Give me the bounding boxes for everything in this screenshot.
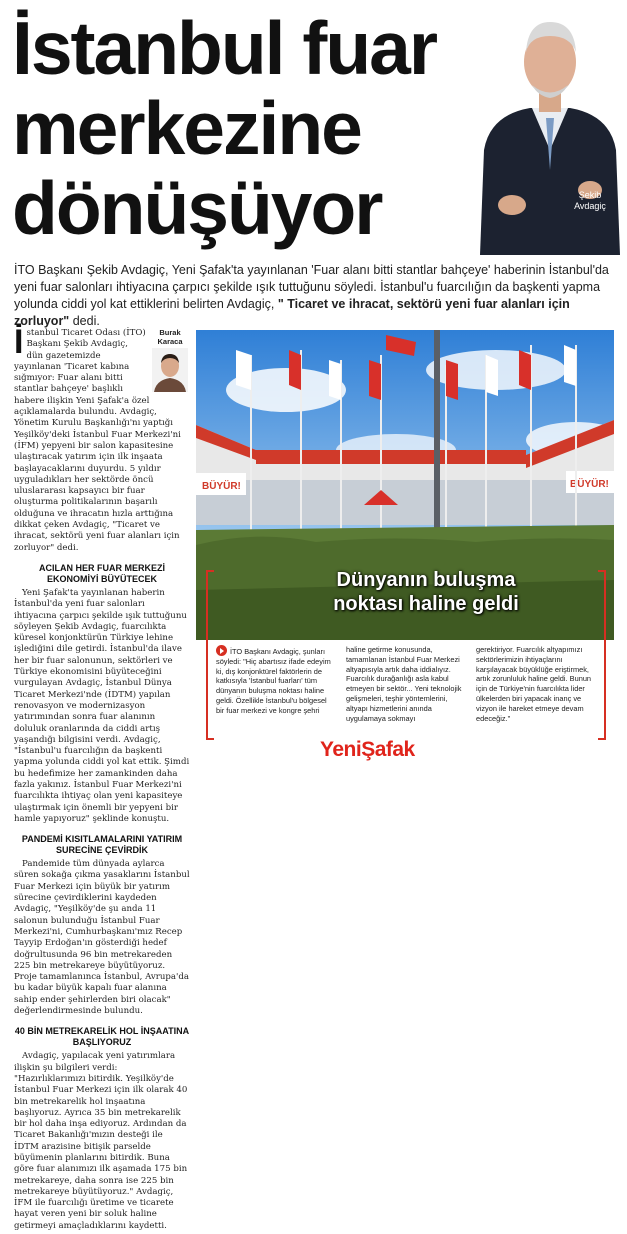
- quote-column: [216, 645, 336, 723]
- article-paragraph: Avdagiç, yapılacak yeni yatırımlara ilişkin şu bilgileri verdi: "Hazırlıklarımızı bitirdik. Yeşilköy'de İstanbul Fuar Merkezi için ilk olarak 40 bin metrekarelik hol inşaatına başlıyoruz. Ayrıca 35 bin metrekarelik bir hol daha inşa ediyoruz. Ardından da Ticaret Bakanlığı'mızın desteği ile İDTM arazisine bitişik parselde büyümenin planlarını bitirdik. Buna göre fuar alanımızı ilk aşamada 175 bin metrekareye, daha sonra ise 225 bin metrekareye büyütüyoruz." Avdagiç, İFM ile fuarcılığı üretime ve ticarete hayat veren yeni bir soluk haline getirmeyi amaçladıklarını kaydetti.: [14, 1051, 188, 1231]
- photo-caption-line: Dünyanın buluşma: [336, 569, 516, 591]
- sign-right: BÜYÜR!: [570, 479, 609, 490]
- quote-bracket-right: [598, 570, 606, 740]
- headline: [12, 8, 482, 248]
- intro-tail: dedi.: [72, 314, 100, 328]
- article-body: [14, 323, 190, 1234]
- photo-caption: [296, 568, 556, 616]
- yeni-safak-logo: YeniŞafak: [320, 738, 415, 761]
- headline-line: dönüşüyor: [12, 166, 382, 250]
- subheading: ACILAN HER FUAR MERKEZİ EKONOMİYİ BÜYÜTECEK: [39, 562, 165, 584]
- intro-paragraph: [14, 262, 614, 330]
- article-paragraph: Pandemide tüm dünyada aylarca süren sokağa çıkma yasaklarını İstanbul Fuar Merkezi için büyük bir yatırım sürecine çevirdiklerini kaydeden Avdagiç, "Yeşilköy'de şu anda 11 salonun bulunduğu İstanbul Fuar Merkezi'ni, Cumhurbaşkanı'mız Recep Tayyip Erdoğan'ın gösterdiği hedef doğrultusunda 96 bin metrekareden 225 bin metrekareye büyütüyoruz. Proje tamamlanınca İstanbul, Avrupa'da bu kadar büyük kapalı fuar alanına sahip ender şehirlerden biri olacak" değerlendirmesinde bulundu.: [14, 859, 190, 1017]
- photo-caption-line: noktası haline geldi: [333, 593, 519, 615]
- play-icon: [216, 645, 227, 656]
- intro-text: İTO Başkanı Şekib Avdagiç, Yeni Şafak'ta yayınlanan 'Fuar alanı bitti stantlar bahçeye' haberinin İstanbul'da yeni fuar salonları ihtiyacına çarpıcı şekilde ışık tuttuğunu söyledi. İstanbul'u fuarcılığın da başkenti yapma yolunda ciddi yol kat ettiklerini belirten Avdagiç,: [14, 263, 609, 311]
- portrait-name: [560, 190, 620, 212]
- subheading: 40 BİN METREKARELİK HOL İNŞAATINA BAŞLIYORUZ: [14, 1026, 190, 1048]
- headline-line: merkezine: [12, 86, 361, 170]
- author-last-name: Karaca: [157, 337, 183, 346]
- quote-bracket-left: [206, 570, 214, 740]
- dropcap: İ: [14, 323, 24, 361]
- author-avatar: [152, 348, 188, 392]
- quote-box: [216, 645, 596, 723]
- article-paragraph: Yeni Şafak'ta yayınlanan haberin İstanbul'da yeni fuar salonları ihtiyacına çarpıcı şekilde ışık tuttuğunu söyleyen Şekib Avdagiç, fuarcılıkta küresel konjonktürün Türkiye lehine işlediğini dile getirdi. İstanbul'da ilave her bir fuar salonunun, sektörleri ve Türkiye ekonomisini büyüteceğini vurgulayan Avdagiç, İstanbul Dünya Ticaret Merkezi'nde (İDTM) yapılan renovasyon ve modernizasyon yatırımından sonra fuar alanının doluluk oranlarında da ciddi artış yaşandığı bilgisini verdi. Avdagiç, "İstanbul'u fuarcılığın da başkenti yapma yolunda ciddi yol kat ettik. Şimdi bu hedefimize her zamankinden daha fazla yakınız. İstanbul Fuar Merkezi'ni fuarcılıkta ihtiyaç olan yeni kapasiteye ulaştırmak için önemli bir yepyeni bir hamle yapıyoruz" şeklinde konuştu.: [14, 587, 190, 824]
- sign-left: BÜYÜR!: [202, 481, 241, 492]
- quote-column: gerektiriyor. Fuarcılık altyapımızı sektörlerimizin ihtiyaçlarını karşılayacak büyüklüğe eriştirmek, artık zorunluluk haline geldi. Bunun için de Türkiye'nin fuarcılıkta lider ülkelerden biri yapacak inanç ve vizyon ile hareket etmeye devam edeceğiz.": [476, 645, 592, 723]
- article-text: stanbul Ticaret Odası (İTO) Başkanı Şekib Avdagiç, dün gazetemizde yayınlanan 'Ticaret kabına sığmıyor: Fuar alanı bitti stantlar bahçeye' başlıklı habere ilişkin Yeni Şafak'a özel açıklamalarda bulundu. Avdagiç, Yönetim Kurulu Başkanlığı'nı yaptığı Yeşilköy'deki İstanbul Fuar Merkezi'ni (İFM) yepyeni bir salon kapasitesine ulaştıracak yatırım için ilk inşaata başlayacaklarını duyurdu. 5 yıldır uyguladıkları her sektörde öncü uluslararası kapsayıcı bir fuar oluşturma politikalarının başarılı olduğuna ve ihracatın hızla arttığına dikkat çeken Avdagiç, "Ticaret ve ihracat, sektörü yeni fuar alanları için zorluyor" dedi.: [14, 328, 181, 553]
- author-first-name: Burak: [159, 328, 181, 337]
- portrait-name-last: Avdagiç: [574, 201, 606, 211]
- quote-text: İTO Başkanı Avdagiç, şunları söyledi: "Hiç abartısız ifade edeyim ki, dış konjonktürel faktörlerin de katkısıyla 'İstanbul fuarları' tüm dünyanın buluşma noktası haline geldi. Özellikle İstanbul'u bölgesel bir fuar merkezi ve kongre şehri: [216, 647, 331, 715]
- headline-line: İstanbul fuar: [12, 6, 437, 90]
- subheading: PANDEMİ KISITLAMALARINI YATIRIM SURECİNE ÇEVİRDİK: [21, 834, 183, 856]
- portrait-name-first: Şekib: [578, 190, 602, 200]
- author-byline: [150, 328, 190, 392]
- intro-quote: " Ticaret ve ihracat, sektörü yeni fuar alanları için zorluyor": [14, 297, 570, 328]
- portrait-photo: [470, 0, 627, 255]
- quote-column: haline getirme konusunda, tamamlanan İstanbul Fuar Merkezi altyapısıyla artık daha iddialıyız. Fuarcılık durağanlığı asla kabul etmeyen bir sektör... Yeni teknolojik gelişmeleri, teşhir yöntemlerini, altyapı hizmetlerini anında uygulamaya sokmayı: [346, 645, 462, 723]
